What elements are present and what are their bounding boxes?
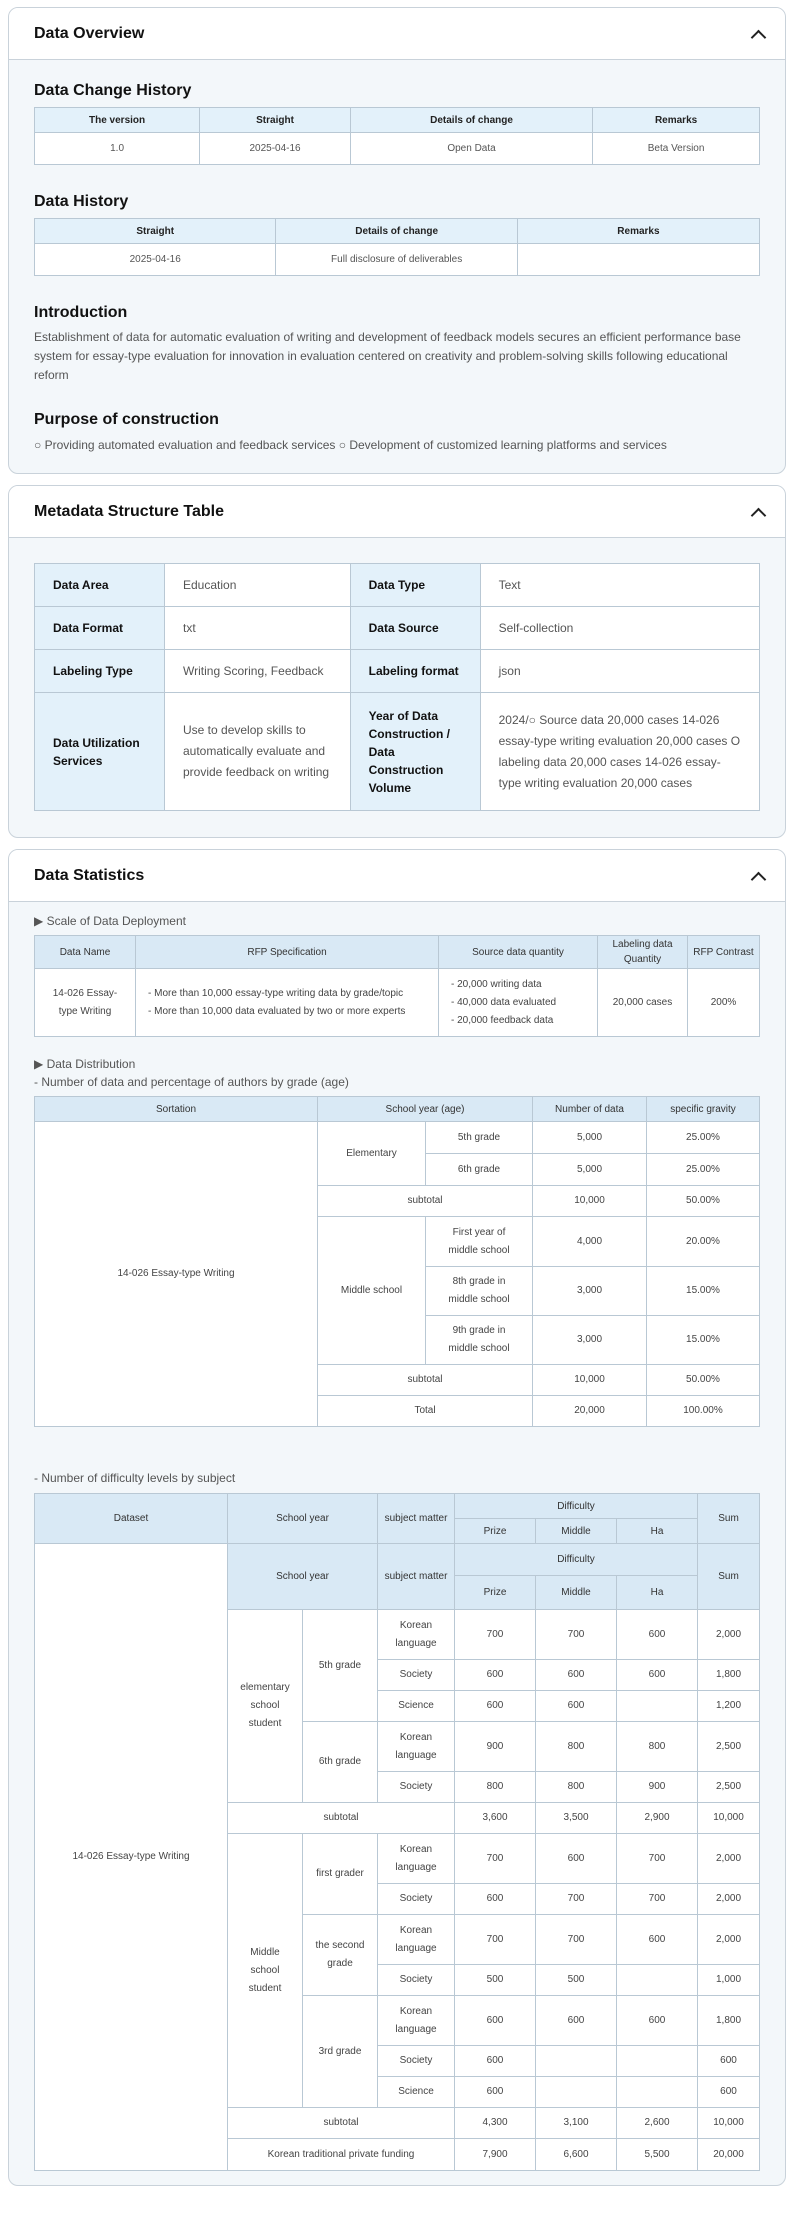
table-cell: 2,600 (617, 2108, 698, 2139)
table-row (35, 607, 760, 650)
table-cell: Society (378, 1772, 455, 1803)
table-cell: Middle school student (228, 1834, 303, 2108)
table-cell: 800 (455, 1772, 536, 1803)
table-cell (617, 2046, 698, 2077)
source-line: - 40,000 data evaluated (451, 996, 557, 1008)
section-heading: Introduction (34, 304, 128, 321)
table-cell: 2,000 (698, 1834, 760, 1884)
table-cell: Beta Version (593, 133, 760, 165)
table-cell: 2025-04-16 (35, 244, 276, 276)
meta-key: Data Area (35, 564, 165, 607)
distribution-subheading: - Number of data and percentage of authors by grade (age) (34, 1075, 349, 1089)
table-cell: 900 (455, 1722, 536, 1772)
meta-key: Year of Data Construction / Data Construction Volume (350, 693, 480, 811)
column-header: Prize (455, 1576, 536, 1610)
table-cell: 3,000 (533, 1267, 647, 1316)
table-cell: Korean language (378, 1996, 455, 2046)
change-history-table (34, 107, 760, 165)
meta-value: Self-collection (480, 607, 759, 650)
column-header: Difficulty (455, 1544, 698, 1576)
table-cell: 600 (536, 1660, 617, 1691)
table-cell: Total (318, 1396, 533, 1427)
column-header: Straight (200, 108, 351, 133)
column-header: Middle (536, 1576, 617, 1610)
table-cell: 10,000 (698, 1803, 760, 1834)
table-cell: 14-026 Essay-type Writing (35, 969, 136, 1037)
table-cell: First year of middle school (426, 1217, 533, 1267)
column-header: Ha (617, 1519, 698, 1544)
column-header: Details of change (276, 219, 517, 244)
table-row (35, 564, 760, 607)
table-cell: 15.00% (647, 1267, 760, 1316)
table-cell: 600 (698, 2077, 760, 2108)
chevron-up-icon[interactable] (749, 503, 767, 521)
column-header: Difficulty (455, 1494, 698, 1519)
meta-value: Use to develop skills to automatically evaluate and provide feedback on writing (165, 693, 351, 811)
meta-key: Data Source (350, 607, 480, 650)
table-cell (536, 2046, 617, 2077)
column-header: Number of data (533, 1097, 647, 1122)
column-header: School year (age) (318, 1097, 533, 1122)
table-cell: 15.00% (647, 1316, 760, 1365)
table-cell: 1.0 (35, 133, 200, 165)
table-cell: 700 (536, 1884, 617, 1915)
table-cell: Open Data (350, 133, 592, 165)
table-cell: 500 (455, 1965, 536, 1996)
table-cell: 10,000 (533, 1186, 647, 1217)
table-cell: 600 (455, 1884, 536, 1915)
column-header: Data Name (35, 936, 136, 969)
purpose-text: ○ Providing automated evaluation and feedback services ○ Development of customized learning platforms and services (34, 438, 667, 452)
meta-value: 2024/○ Source data 20,000 cases 14-026 essay-type writing evaluation 20,000 cases O labeling data 20,000 cases 14-026 essay-type writing evaluation 20,000 cases (480, 693, 759, 811)
table-cell: 20.00% (647, 1217, 760, 1267)
table-cell: 3,500 (536, 1803, 617, 1834)
table-cell: 1,000 (698, 1965, 760, 1996)
table-cell: 2,000 (698, 1884, 760, 1915)
card-title: Data Statistics (34, 866, 145, 884)
table-cell: 700 (536, 1610, 617, 1660)
table-cell (617, 1965, 698, 1996)
table-cell: Society (378, 1884, 455, 1915)
column-header: Sum (698, 1544, 760, 1610)
meta-key: Data Format (35, 607, 165, 650)
table-cell: 6,600 (536, 2139, 617, 2171)
table-cell: 5th grade (426, 1122, 533, 1154)
meta-key: Labeling format (350, 650, 480, 693)
column-header: Details of change (350, 108, 592, 133)
table-cell: Society (378, 2046, 455, 2077)
scale-table (34, 935, 760, 1037)
table-cell: Science (378, 1691, 455, 1722)
table-row (35, 133, 760, 165)
table-cell: 14-026 Essay-type Writing (35, 1544, 228, 2171)
intro-text: Establishment of data for automatic evaluation of writing and development of feedback models secures an efficient performance base system for essay-type evaluation for innovation in evaluation centered on creativity and problem-solving skills following educational reform (34, 330, 741, 382)
table-cell: 700 (617, 1834, 698, 1884)
meta-value: txt (165, 607, 351, 650)
table-cell: 2,500 (698, 1722, 760, 1772)
meta-value: Education (165, 564, 351, 607)
table-cell: 9th grade in middle school (426, 1316, 533, 1365)
table-cell: 6th grade (426, 1154, 533, 1186)
table-cell: 700 (455, 1834, 536, 1884)
column-header: subject matter (378, 1544, 455, 1610)
metadata-card (8, 485, 786, 838)
table-cell: 6th grade (303, 1722, 378, 1803)
table-cell: Korean traditional private funding (228, 2139, 455, 2171)
table-cell: 10,000 (533, 1365, 647, 1396)
table-cell: 600 (536, 1996, 617, 2046)
table-cell: Society (378, 1965, 455, 1996)
column-header: Source data quantity (439, 936, 598, 969)
column-header: Sum (698, 1494, 760, 1544)
meta-key: Data Type (350, 564, 480, 607)
column-header: Remarks (517, 219, 759, 244)
table-row (35, 969, 760, 1037)
table-cell: Korean language (378, 1722, 455, 1772)
column-header: School year (228, 1544, 378, 1610)
source-line: - 20,000 feedback data (451, 1014, 554, 1026)
table-cell: 600 (455, 2077, 536, 2108)
data-history-table (34, 218, 760, 276)
card-title: Metadata Structure Table (34, 502, 224, 520)
table-cell: 10,000 (698, 2108, 760, 2139)
section-heading: Data History (34, 193, 129, 210)
metadata-header[interactable] (9, 486, 785, 538)
table-cell: 7,900 (455, 2139, 536, 2171)
meta-value: Writing Scoring, Feedback (165, 650, 351, 693)
chevron-up-icon[interactable] (749, 25, 767, 43)
column-header: Sortation (35, 1097, 318, 1122)
statistics-card (8, 849, 786, 2186)
column-header: RFP Specification (136, 936, 439, 969)
table-cell: 20,000 (533, 1396, 647, 1427)
statistics-header[interactable] (9, 850, 785, 902)
table-cell: 2,900 (617, 1803, 698, 1834)
table-row (35, 650, 760, 693)
table-cell: subtotal (318, 1365, 533, 1396)
table-cell: Korean language (378, 1834, 455, 1884)
column-header: Labeling data Quantity (598, 936, 688, 969)
table-cell: 600 (455, 2046, 536, 2077)
table-cell: 600 (536, 1691, 617, 1722)
table-cell: Science (378, 2077, 455, 2108)
table-cell: 600 (455, 1996, 536, 2046)
table-cell: subtotal (318, 1186, 533, 1217)
table-cell: Full disclosure of deliverables (276, 244, 517, 276)
table-cell: 3rd grade (303, 1996, 378, 2108)
table-cell: 900 (617, 1772, 698, 1803)
table-cell: 20,000 cases (598, 969, 688, 1037)
table-cell: 700 (617, 1884, 698, 1915)
table-cell: subtotal (228, 1803, 455, 1834)
table-cell: 25.00% (647, 1154, 760, 1186)
meta-key: Labeling Type (35, 650, 165, 693)
section-heading: Purpose of construction (34, 411, 219, 428)
table-cell: 3,000 (533, 1316, 647, 1365)
table-cell: 1,200 (698, 1691, 760, 1722)
table-cell: 800 (617, 1722, 698, 1772)
table-cell: 50.00% (647, 1365, 760, 1396)
table-cell: 600 (617, 1915, 698, 1965)
rfp-line: - More than 10,000 data evaluated by two or more experts (148, 1005, 406, 1017)
table-cell (617, 2077, 698, 2108)
table-cell: the second grade (303, 1915, 378, 1996)
table-cell: 100.00% (647, 1396, 760, 1427)
chevron-up-icon[interactable] (749, 867, 767, 885)
table-cell: 3,100 (536, 2108, 617, 2139)
table-cell: 1,800 (698, 1660, 760, 1691)
table-cell: 600 (617, 1660, 698, 1691)
table-cell: 600 (455, 1691, 536, 1722)
column-header: School year (228, 1494, 378, 1544)
column-header: Prize (455, 1519, 536, 1544)
table-cell: 3,600 (455, 1803, 536, 1834)
scale-heading: ▶ Scale of Data Deployment (34, 914, 186, 928)
column-header: Remarks (593, 108, 760, 133)
data-overview-card (8, 7, 786, 474)
data-overview-header[interactable] (9, 8, 785, 60)
column-header: RFP Contrast (688, 936, 760, 969)
table-cell (617, 1691, 698, 1722)
card-title: Data Overview (34, 24, 145, 42)
table-row (35, 244, 760, 276)
column-header: Dataset (35, 1494, 228, 1544)
table-cell: 600 (536, 1834, 617, 1884)
column-header: Middle (536, 1519, 617, 1544)
column-header: specific gravity (647, 1097, 760, 1122)
table-cell: 600 (455, 1660, 536, 1691)
table-cell: 4,300 (455, 2108, 536, 2139)
table-cell: 2,000 (698, 1610, 760, 1660)
difficulty-subheading: - Number of difficulty levels by subject (34, 1471, 236, 1485)
table-cell: elementary school student (228, 1610, 303, 1803)
source-line: - 20,000 writing data (451, 978, 542, 990)
table-cell: 500 (536, 1965, 617, 1996)
table-cell: 200% (688, 969, 760, 1037)
table-cell: 8th grade in middle school (426, 1267, 533, 1316)
table-cell: 14-026 Essay-type Writing (35, 1122, 318, 1427)
column-header: The version (35, 108, 200, 133)
table-cell: first grader (303, 1834, 378, 1915)
table-cell: 700 (536, 1915, 617, 1965)
table-cell: 2,500 (698, 1772, 760, 1803)
table-cell: 5,500 (617, 2139, 698, 2171)
table-cell: Korean language (378, 1610, 455, 1660)
table-cell: 800 (536, 1722, 617, 1772)
section-heading: Data Change History (34, 82, 192, 99)
table-cell: 700 (455, 1915, 536, 1965)
meta-value: Text (480, 564, 759, 607)
table-cell: 25.00% (647, 1122, 760, 1154)
meta-value: json (480, 650, 759, 693)
table-cell: 1,800 (698, 1996, 760, 2046)
table-cell: 5,000 (533, 1122, 647, 1154)
table-cell: Elementary (318, 1122, 426, 1186)
table-cell: 5th grade (303, 1610, 378, 1722)
table-cell: Middle school (318, 1217, 426, 1365)
table-cell: 4,000 (533, 1217, 647, 1267)
table-cell (536, 2077, 617, 2108)
column-header: subject matter (378, 1494, 455, 1544)
table-cell: 20,000 (698, 2139, 760, 2171)
table-cell: 600 (698, 2046, 760, 2077)
table-cell: 800 (536, 1772, 617, 1803)
column-header: Straight (35, 219, 276, 244)
table-row (35, 1122, 760, 1154)
table-cell: 50.00% (647, 1186, 760, 1217)
table-cell: 2025-04-16 (200, 133, 351, 165)
table-row (35, 693, 760, 811)
distribution-table (34, 1096, 760, 1427)
table-cell: 5,000 (533, 1154, 647, 1186)
meta-key: Data Utilization Services (35, 693, 165, 811)
metadata-table (34, 563, 760, 811)
column-header: Ha (617, 1576, 698, 1610)
table-cell: 700 (455, 1610, 536, 1660)
table-cell: subtotal (228, 2108, 455, 2139)
difficulty-table (34, 1493, 760, 2171)
distribution-heading: ▶ Data Distribution (34, 1057, 136, 1071)
table-cell: 2,000 (698, 1915, 760, 1965)
table-cell (517, 244, 759, 276)
table-cell: 600 (617, 1610, 698, 1660)
table-cell: Society (378, 1660, 455, 1691)
rfp-line: - More than 10,000 essay-type writing data by grade/topic (148, 987, 404, 999)
table-cell: 600 (617, 1996, 698, 2046)
table-cell: Korean language (378, 1915, 455, 1965)
